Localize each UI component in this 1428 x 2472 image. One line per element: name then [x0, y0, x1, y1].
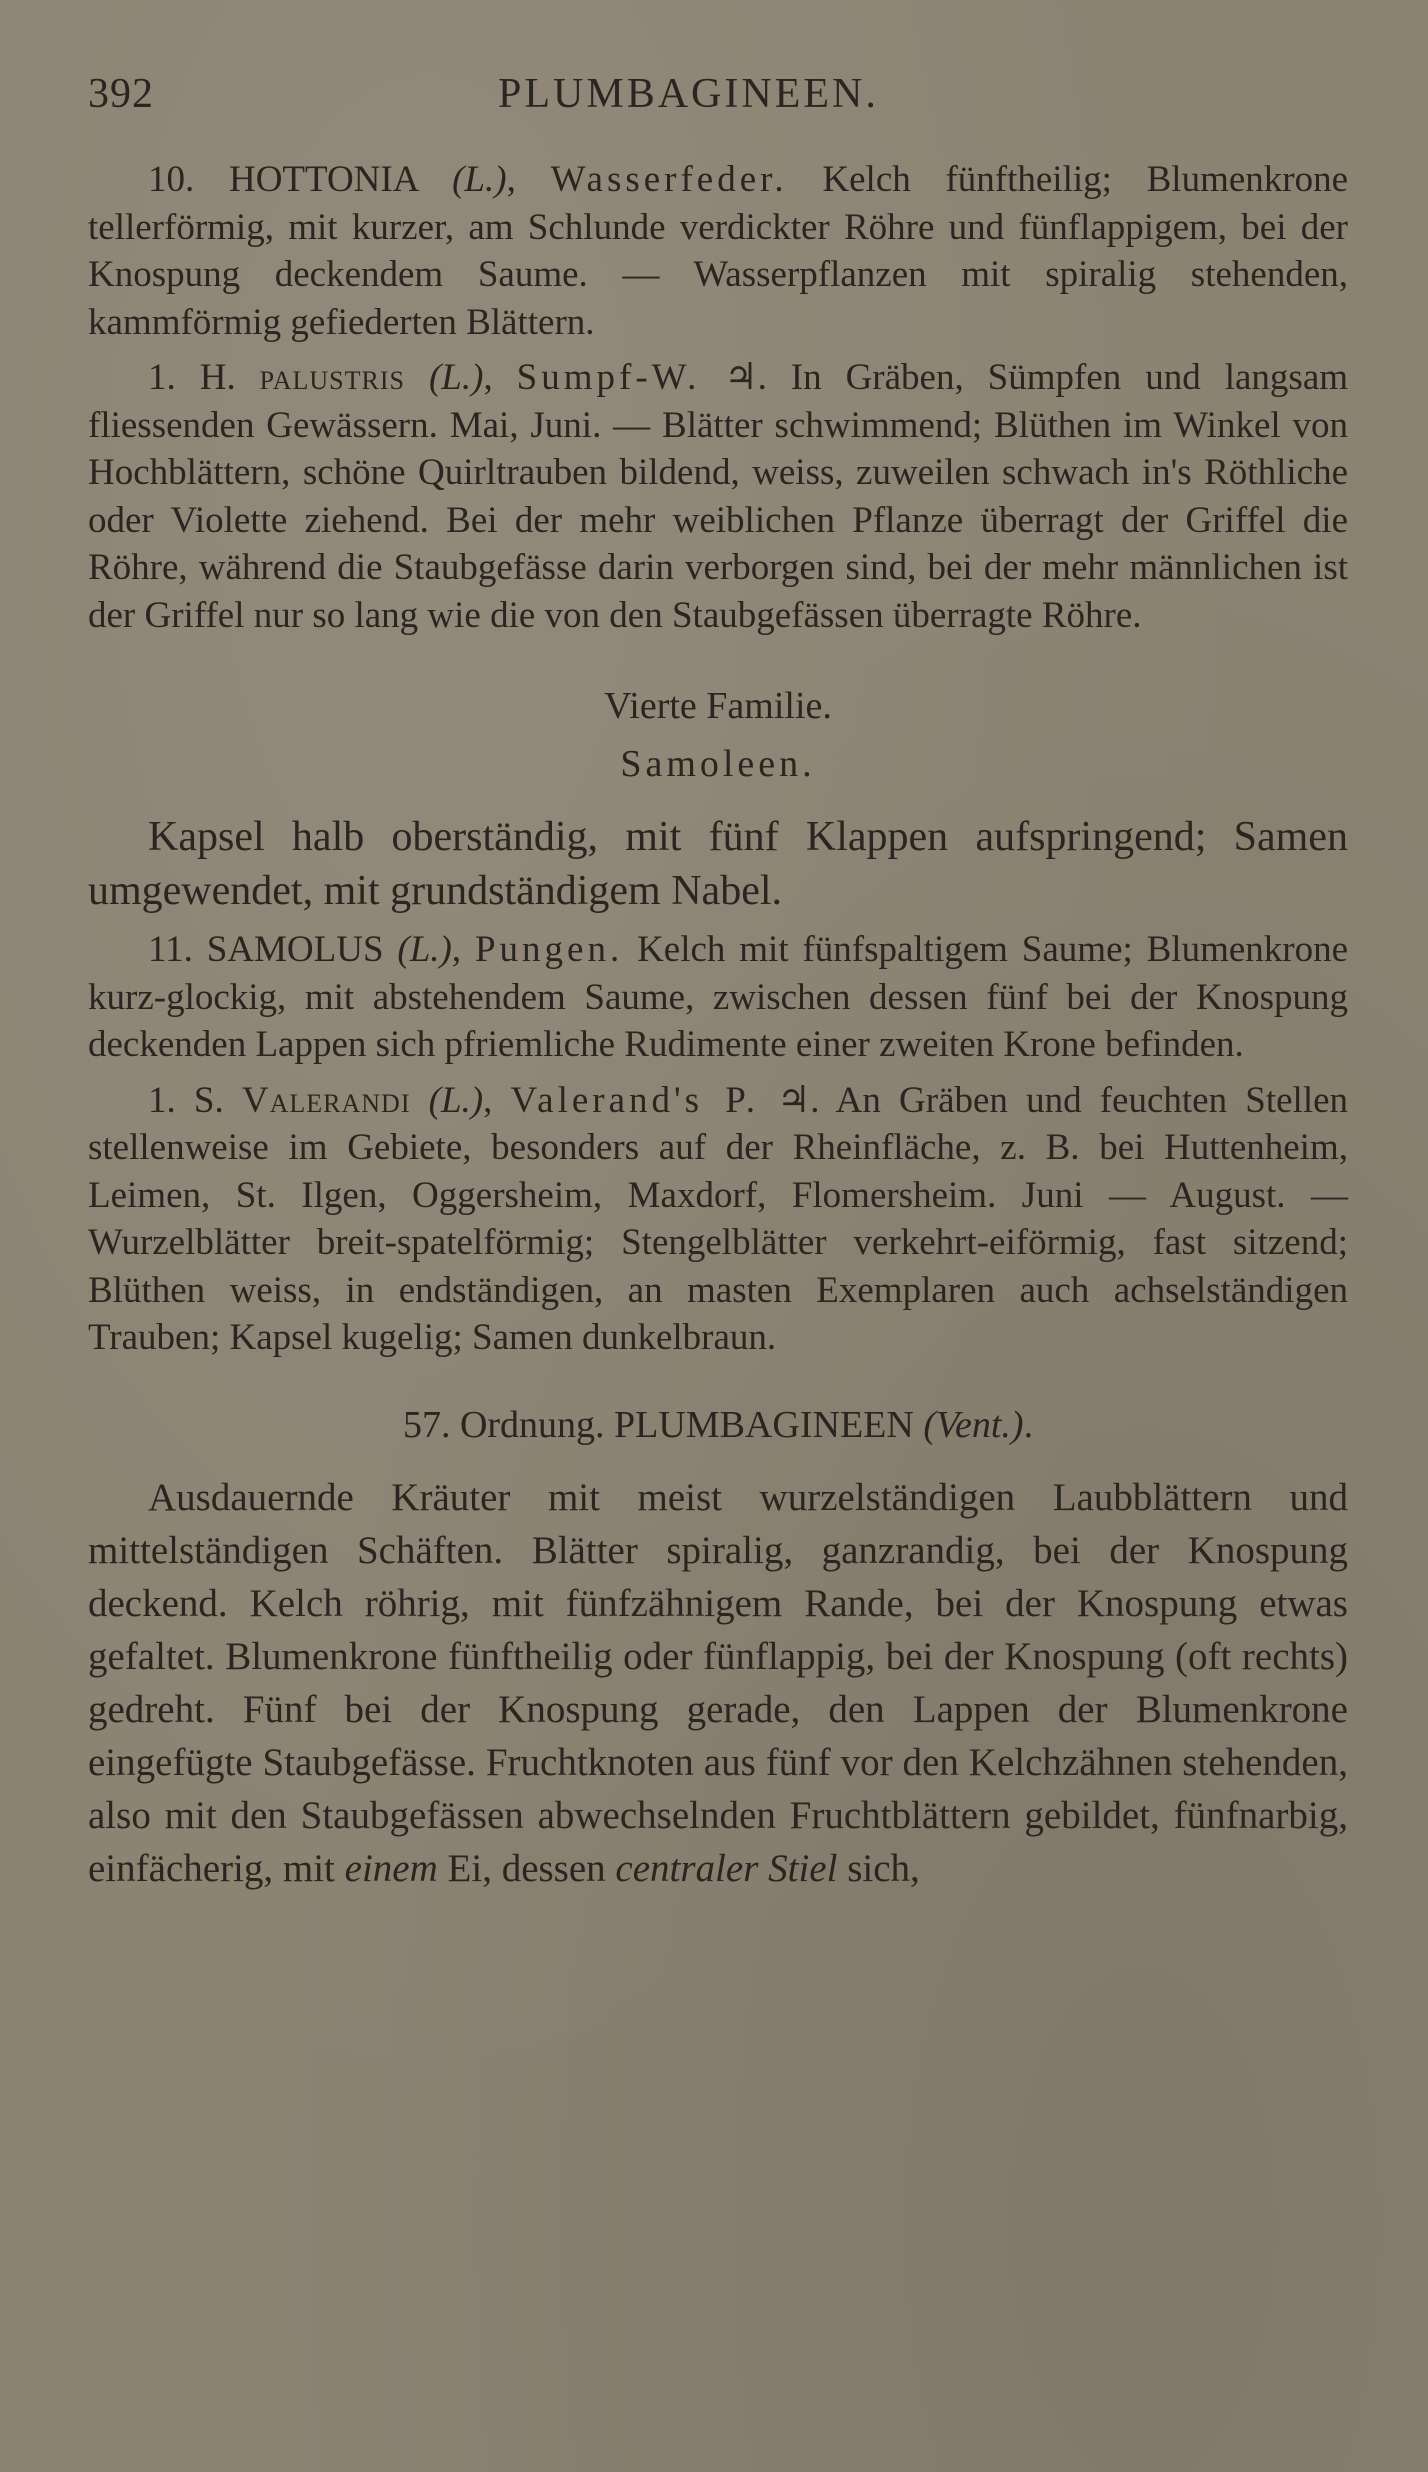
page-header — [88, 70, 1348, 130]
genus-name: SAMOLUS — [206, 929, 384, 970]
species-number: 1. — [148, 1079, 176, 1121]
order-description — [88, 1471, 1348, 1895]
order-heading-end: . — [1023, 1403, 1034, 1446]
order-name: PLUMBAGINEEN — [614, 1403, 914, 1446]
species-description: In Gräben, Sümpfen und langsam fliessenden Gewässern. Mai, Juni. — Blätter schwimmend; Blüthen im Winkel von Hochblättern, schöne Quirltrauben bildend, weiss, zuweilen schwach in's Röthliche oder Violette ziehend. Bei der mehr weiblichen Pflanze überragt der Griffel die Röhre, während die Staubgefässe darin verborgen sind, bei der mehr männlichen ist der Griffel nur so lang wie die von den Staubgefässen überragte Röhre. — [88, 357, 1349, 636]
family-description: Kapsel halb oberständig, mit fünf Klappen aufspringend; Samen umgewendet, mit grundständigem Nabel. — [88, 814, 1348, 914]
order-number: 57. — [402, 1403, 451, 1446]
species-genus-abbr: S. — [193, 1079, 224, 1121]
species-authority: (L.) — [428, 357, 484, 398]
species-common-name: Sumpf-W. — [516, 357, 701, 398]
genus-description: Kelch mit fünfspaltigem Saume; Blumenkrone kurz-glockig, mit abstehendem Saume, zwischen dessen fünf bei der Knospung deckenden Lappen sich pfriemliche Rudimente einer zweiten Krone befinden. — [88, 929, 1349, 1065]
order-text-italic-1: einem — [344, 1847, 438, 1890]
species-genus-abbr: H. — [199, 357, 236, 398]
family-name: Samoleen. — [620, 742, 816, 785]
order-label: Ordnung. — [459, 1403, 605, 1446]
order-text-main: Ausdauernde Kräuter mit meist wurzelständigen Laubblättern und mittelständigen Schäften. Blätter spiralig, ganzrandig, bei der Knospung deckend. Kelch röhrig, mit fünfzähnigem Rande, bei der Knospung etwas gefaltet. Blumenkrone fünftheilig oder fünflappig, bei der Knospung (oft rechts) gedreht. Fünf bei der Knospung gerade, den Lappen der Blumenkrone eingefügte Staubgefässe. Fruchtknoten aus fünf vor den Kelchzähnen stehenden, also mit den Staubgefässen abwechselnden Fruchtblättern gebildet, fünfnarbig, einfächerig, mit — [88, 1476, 1348, 1890]
genus-common-name: Wasserfeder. — [550, 159, 788, 200]
running-head: PLUMBAGINEEN. — [498, 71, 879, 117]
genus-authority: (L.) — [397, 929, 452, 970]
genus-common-name: Pungen. — [474, 929, 624, 970]
order-text-mid: Ei, dessen — [447, 1847, 606, 1890]
species-description: An Gräben und feuchten Stellen stellenweise im Gebiete, besonders auf der Rheinfläche, z. B. bei Huttenheim, Leimen, St. Ilgen, Oggersheim, Maxdorf, Flomersheim. Juni — August. — Wurzelblätter breit-spatelförmig; Stengelblätter verkehrt-eiförmig, fast sitzend; Blüthen weiss, in endständigen, an masten Exemplaren auch achselständigen Trauben; Kapsel kugelig; Samen dunkelbraun. — [88, 1079, 1349, 1358]
genus-number: 10. — [148, 159, 195, 200]
species-authority: (L.) — [428, 1079, 484, 1121]
species-number: 1. — [148, 357, 176, 398]
order-heading — [88, 1402, 1348, 1450]
perennial-symbol: ♃. — [724, 357, 767, 398]
genus-number: 11. — [148, 929, 193, 970]
order-authority: (Vent.) — [923, 1403, 1024, 1446]
genus-hottonia: 10. HOTTONIA (L.), Wasserfeder. Kelch fünftheilig; Blumenkrone tellerförmig, mit kurzer, am Schlunde verdickter Röhre und fünflappigem, bei der Knospung deckendem Saume. — Wasserpflanzen mit spiralig stehenden, kammförmig gefiederten Blättern. — [88, 159, 1349, 343]
species-name: palustris — [259, 357, 405, 398]
species-common-name: Valerand's P. — [510, 1079, 759, 1121]
order-text-end: sich, — [847, 1847, 920, 1890]
species-palustris: 1. H. palustris (L.), Sumpf-W. ♃. In Gräben, Sümpfen und langsam fliessenden Gewässern. Mai, Juni. — Blätter schwimmend; Blüthen im Winkel von Hochblättern, schöne Quirltrauben bildend, weiss, zuweilen schwach in's Röthliche oder Violette ziehend. Bei der mehr weiblichen Pflanze überragt der Griffel die Röhre, während die Staubgefässe darin verborgen sind, bei der mehr männlichen ist der Griffel nur so lang wie die von den Staubgefässen überragte Röhre. — [88, 357, 1349, 636]
page-number: 392 — [88, 71, 154, 117]
genus-samolus: 11. SAMOLUS (L.), Pungen. Kelch mit fünfspaltigem Saume; Blumenkrone kurz-glockig, mit abstehendem Saume, zwischen dessen fünf bei der Knospung deckenden Lappen sich pfriemliche Rudimente einer zweiten Krone befinden. — [88, 929, 1349, 1065]
genus-name: HOTTONIA — [228, 159, 418, 200]
order-text-italic-2: centraler Stiel — [615, 1847, 838, 1890]
species-valerandi: 1. S. Valerandi (L.), Valerand's P. ♃. An Gräben und feuchten Stellen stellenweise im Gebiete, besonders auf der Rheinfläche, z. B. bei Huttenheim, Leimen, St. Ilgen, Oggersheim, Maxdorf, Flomersheim. Juni — August. — Wurzelblätter breit-spatelförmig; Stengelblätter verkehrt-eiförmig, fast sitzend; Blüthen weiss, in endständigen, an masten Exemplaren auch achselständigen Trauben; Kapsel kugelig; Samen dunkelbraun. — [88, 1079, 1349, 1358]
species-name: Valerandi — [241, 1079, 411, 1121]
genus-authority: (L.) — [452, 159, 507, 200]
family-title: Vierte Familie. — [604, 685, 832, 727]
genus-description: Kelch fünftheilig; Blumenkrone tellerförmig, mit kurzer, am Schlunde verdickter Röhre und fünflappigem, bei der Knospung deckendem Saume. — Wasserpflanzen mit spiralig stehenden, kammförmig gefiederten Blättern. — [88, 159, 1349, 343]
perennial-symbol: ♃. — [777, 1079, 820, 1121]
page-body — [88, 156, 1348, 1895]
